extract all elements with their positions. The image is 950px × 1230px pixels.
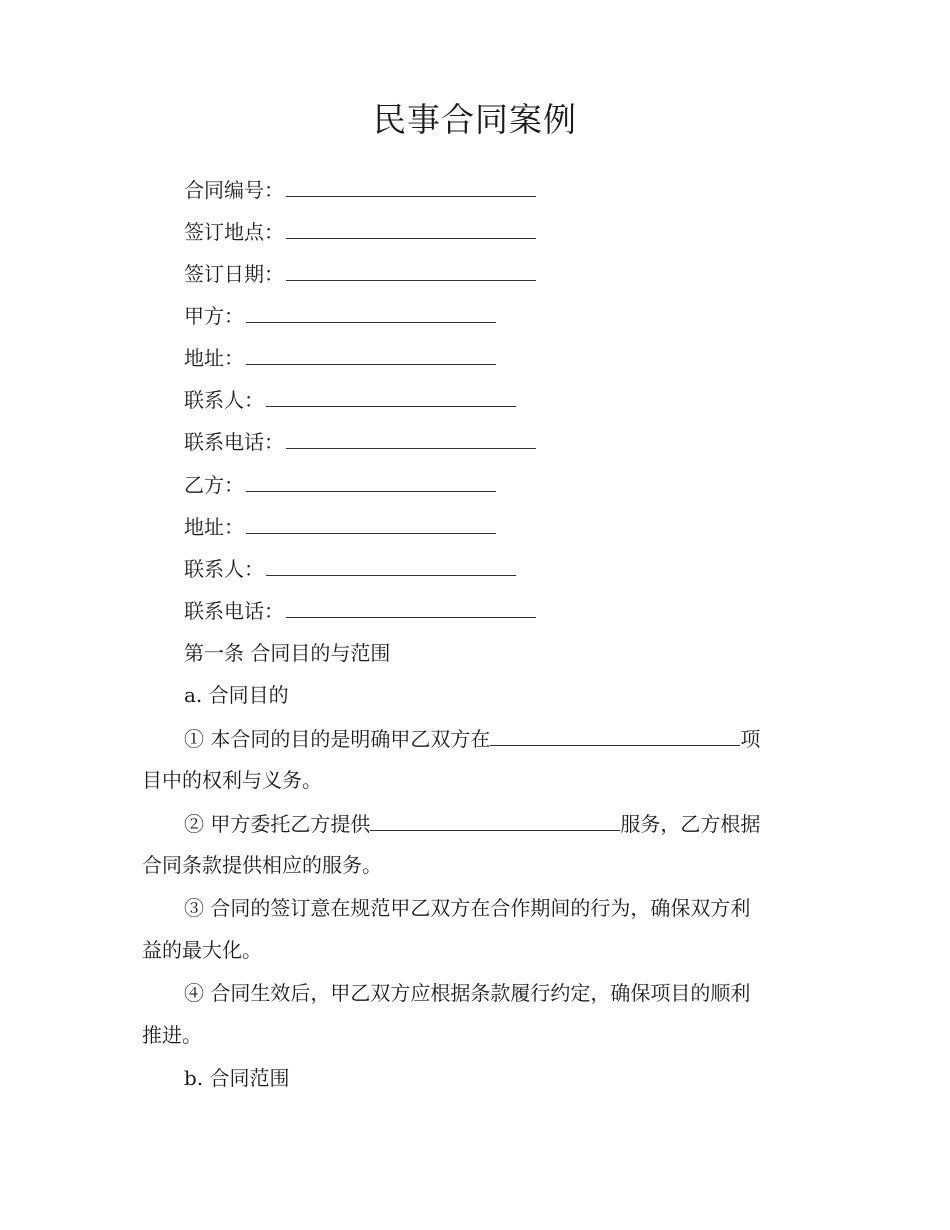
field-label: 甲方：	[184, 304, 244, 328]
fill-blank[interactable]	[286, 595, 536, 618]
party-a-field	[184, 300, 496, 330]
clause-3-line-2: 益的最大化。	[142, 938, 262, 962]
fill-blank[interactable]	[266, 384, 516, 407]
fill-blank[interactable]	[246, 469, 496, 492]
clause-text: 服务，乙方根据	[620, 812, 761, 836]
clause-2-line-2: 合同条款提供相应的服务。	[142, 853, 382, 877]
field-label: 联系人：	[184, 557, 264, 581]
fill-blank[interactable]	[370, 808, 620, 831]
fill-blank[interactable]	[286, 216, 536, 239]
fill-blank[interactable]	[286, 258, 536, 281]
field-label: 地址：	[184, 346, 244, 370]
fill-blank[interactable]	[246, 300, 496, 323]
article-heading: 第一条 合同目的与范围	[184, 641, 391, 665]
clause-text: 项	[740, 727, 761, 751]
field-label: 乙方：	[184, 473, 244, 497]
document-title: 民事合同案例	[373, 100, 577, 139]
signing-place-field	[184, 216, 536, 246]
fill-blank[interactable]	[246, 511, 496, 534]
party-b-contact-field	[184, 553, 516, 583]
party-a-phone-field	[184, 426, 536, 456]
fill-blank[interactable]	[266, 553, 516, 576]
clause-4-line-1: ④ 合同生效后，甲乙双方应根据条款履行约定，确保项目的顺利	[184, 981, 751, 1005]
fill-blank[interactable]	[286, 174, 536, 197]
field-label: 签订日期：	[184, 262, 284, 286]
clause-4-line-2: 推进。	[142, 1023, 202, 1047]
field-label: 联系人：	[184, 388, 264, 412]
fill-blank[interactable]	[246, 342, 496, 365]
clause-text: ① 本合同的目的是明确甲乙双方在	[184, 727, 491, 751]
field-label: 联系电话：	[184, 430, 284, 454]
party-b-phone-field	[184, 595, 536, 625]
subsection-a-heading: a. 合同目的	[184, 683, 289, 707]
clause-2-line-1	[184, 808, 760, 838]
signing-date-field	[184, 258, 536, 288]
party-b-field	[184, 469, 496, 499]
field-label: 联系电话：	[184, 599, 284, 623]
field-label: 地址：	[184, 515, 244, 539]
clause-1-line-1	[184, 723, 760, 753]
field-label: 合同编号：	[184, 178, 284, 202]
field-label: 签订地点：	[184, 220, 284, 244]
contract-number-field	[184, 174, 536, 204]
clause-1-line-2: 目中的权利与义务。	[142, 768, 322, 792]
fill-blank[interactable]	[490, 723, 740, 746]
subsection-b-heading: b. 合同范围	[184, 1066, 290, 1090]
party-a-address-field	[184, 342, 496, 372]
clause-3-line-1: ③ 合同的签订意在规范甲乙双方在合作期间的行为，确保双方利	[184, 896, 751, 920]
fill-blank[interactable]	[286, 426, 536, 449]
party-a-contact-field	[184, 384, 516, 414]
party-b-address-field	[184, 511, 496, 541]
clause-text: ② 甲方委托乙方提供	[184, 812, 371, 836]
